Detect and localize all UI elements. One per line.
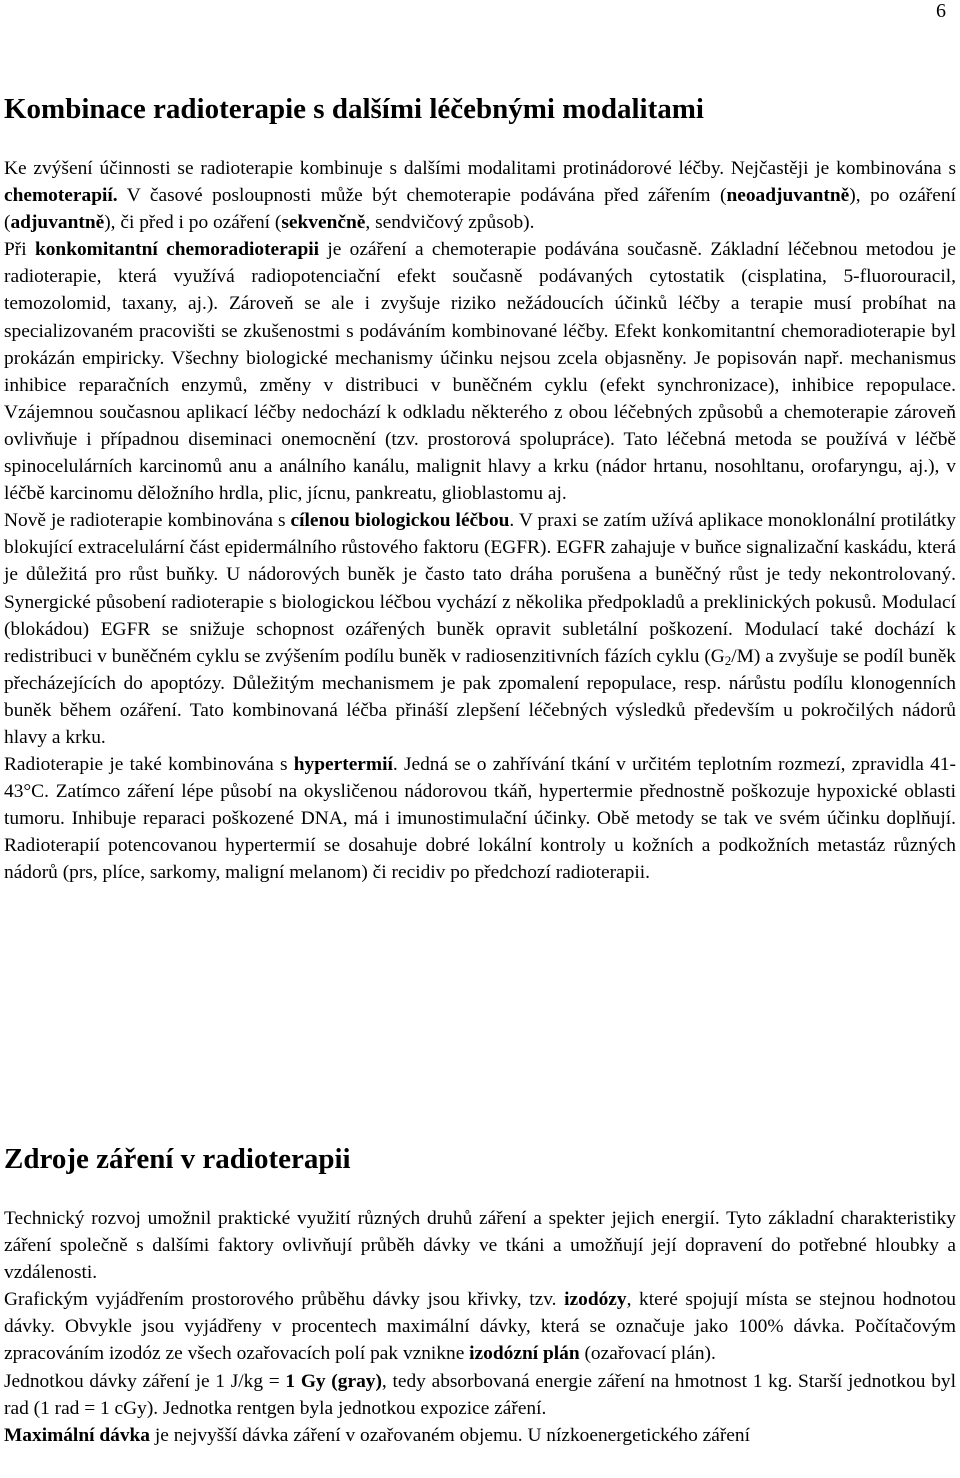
text-run: Radioterapie je také kombinována s [4,754,294,776]
text-run: Grafickým vyjádřením prostorového průběhu dávky jsou křivky, tzv. [4,1289,565,1311]
section-heading-radiation-sources: Zdroje záření v radioterapii [4,1143,351,1175]
text-run: (ozařovací plán). [579,1343,716,1365]
section-body-radiation-sources [4,1205,956,1449]
text-run: je ozáření a chemoterapie podávána současně. Základní léčebnou metodou je radioterapie, která využívá radiopotenciační efekt současně podávaných cytostatik (cisplatina, 5-fluorouracil, temozolomid, taxany, aj.). Zároveň se ale i zvyšuje riziko nežádoucích účinků léčby a terapie musí probíhat na specializovaném pracovišti se zkušenostmi s podáváním kombinované léčby. Efekt konkomitantní chemoradioterapie byl prokázán empiricky. Všechny biologické mechanismy účinku nejsou zcela objasněny. Je popisován např. mechanismus inhibice reparačních enzymů, změny v distribuci v buněčném cyklu (efekt synchronizace), inhibice repopulace. Vzájemnou současnou aplikací léčby nedochází k odkladu některého z obou léčebných způsobů a chemoterapie zároveň ovlivňuje i případnou diseminaci onemocnění (tzv. prostorová spolupráce). Tato léčebná metoda se používá v léčbě spinocelulárních karcinomů anu a análního kanálu, malignit hlavy a krku (nádor hrtanu, nosohltanu, orofaryngu, aj.), v léčbě karcinomu děložního hrdla, plic, jícnu, pankreatu, glioblastomu aj. [4,239,957,505]
bold-term: sekvenčně [281,212,366,234]
paragraph [4,751,956,886]
text-run: , které spojují místa se stejnou hodnotou dávky. Obvykle jsou vyjádřeny v procentech maximální dávky, která se označuje jako 100% dávka. Počítačovým zpracováním izodóz ze všech ozařovacích polí pak vznikne [4,1289,956,1365]
text-run: ), či před i po ozáření ( [104,212,282,234]
text-run: , sendvičový způsob). [365,212,535,234]
subscript: 2 [724,652,732,668]
text-run: Jednotkou dávky záření je 1 J/kg = [4,1370,286,1392]
section-body-combination [4,155,956,887]
paragraph [4,507,956,751]
paragraph [4,1286,956,1367]
text-run: je nejvyšší dávka záření v ozařovaném objemu. U nízkoenergetického záření [150,1424,750,1446]
bold-term: Maximální dávka [4,1424,150,1446]
text-run: /M) a zvyšuje se podíl buněk přecházejících do apoptózy. Důležitým mechanismem je pak zpomalení repopulace, resp. nárůstu podílu klonogenních buněk během ozáření. Tato kombinovaná léčba přináší zlepšení léčebných výsledků především u pokročilých nádorů hlavy a krku. [4,645,956,748]
text-run: V časové posloupnosti může být chemoterapie podávána před zářením ( [117,185,727,207]
paragraph [4,236,956,507]
page-number: 6 [936,0,946,22]
bold-term: 1 Gy (gray) [285,1370,382,1392]
paragraph [4,1368,956,1422]
text-run: Ke zvýšení účinnosti se radioterapie kombinuje s dalšími modalitami protinádorové léčby. Nejčastěji je kombinována s [4,158,956,179]
text-run: Nově je radioterapie kombinována s [4,510,291,532]
paragraph [4,1422,956,1449]
text-run: . Jedná se o zahřívání tkání v určitém teplotním rozmezí, zpravidla 41-43°C. Zatímco záření lépe působí na okysličenou nádorovou tkáň, hypertermie přednostně poškozuje hypoxické oblasti tumoru. Inhibuje reparaci poškozené DNA, má i imunostimulační účinky. Obě metody se tak ve svém účinku doplňují. Radioterapií potencovanou hypertermií se dosahuje dobré lokální kontroly u kožních a podkožních metastáz různých nádorů (prs, plíce, sarkomy, maligní melanom) či recidiv po předchozí radioterapii. [4,754,956,884]
bold-term: cílenou biologickou léčbou [290,510,510,532]
bold-term: izodózy [564,1289,627,1311]
text-run: , tedy absorbovaná energie záření na hmotnost 1 kg. Starší jednotkou byl rad (1 rad = 1 cGy). Jednotka rentgen byla jednotkou expozice záření. [4,1370,956,1419]
paragraph [4,155,956,236]
bold-term: adjuvantně [10,212,105,234]
section-heading-combination: Kombinace radioterapie s dalšími léčebnými modalitami [4,93,704,125]
text-run: Technický rozvoj umožnil praktické využití různých druhů záření a spekter jejich energií. Tyto základní charakteristiky záření společně s dalšími faktory ovlivňují průběh dávky ve tkáni a umožňují její dopravení do potřebné hloubky a vzdálenosti. [4,1208,956,1284]
bold-term: hypertermií [293,754,393,776]
bold-term: izodózní plán [469,1343,580,1365]
bold-term: konkomitantní chemoradioterapii [34,239,320,261]
text-run: . V praxi se zatím užívá aplikace monoklonální protilátky blokující extracelulární část epidermálního růstového faktoru (EGFR). EGFR zahajuje v buňce signalizační kaskádu, která je důležitá pro růst buňky. U nádorových buněk je často tato dráha porušena a buněčný růst je tedy nekontrolovaný. Synergické působení radioterapie s biologickou léčbou vychází z několika předpokladů a preklinických pokusů. Modulací (blokádou) EGFR se snižuje schopnost ozářených buněk opravit subletální poškození. Modulací také dochází k redistribuci v buněčném cyklu se zvýšením podílu buněk v radiosenzitivních fázích cyklu (G [4,510,956,667]
text-run: Při [4,239,35,261]
bold-term: neoadjuvantně [726,185,850,207]
bold-term: chemoterapií. [4,185,118,207]
text-run: ), po ozáření ( [4,185,956,234]
paragraph [4,1205,956,1286]
